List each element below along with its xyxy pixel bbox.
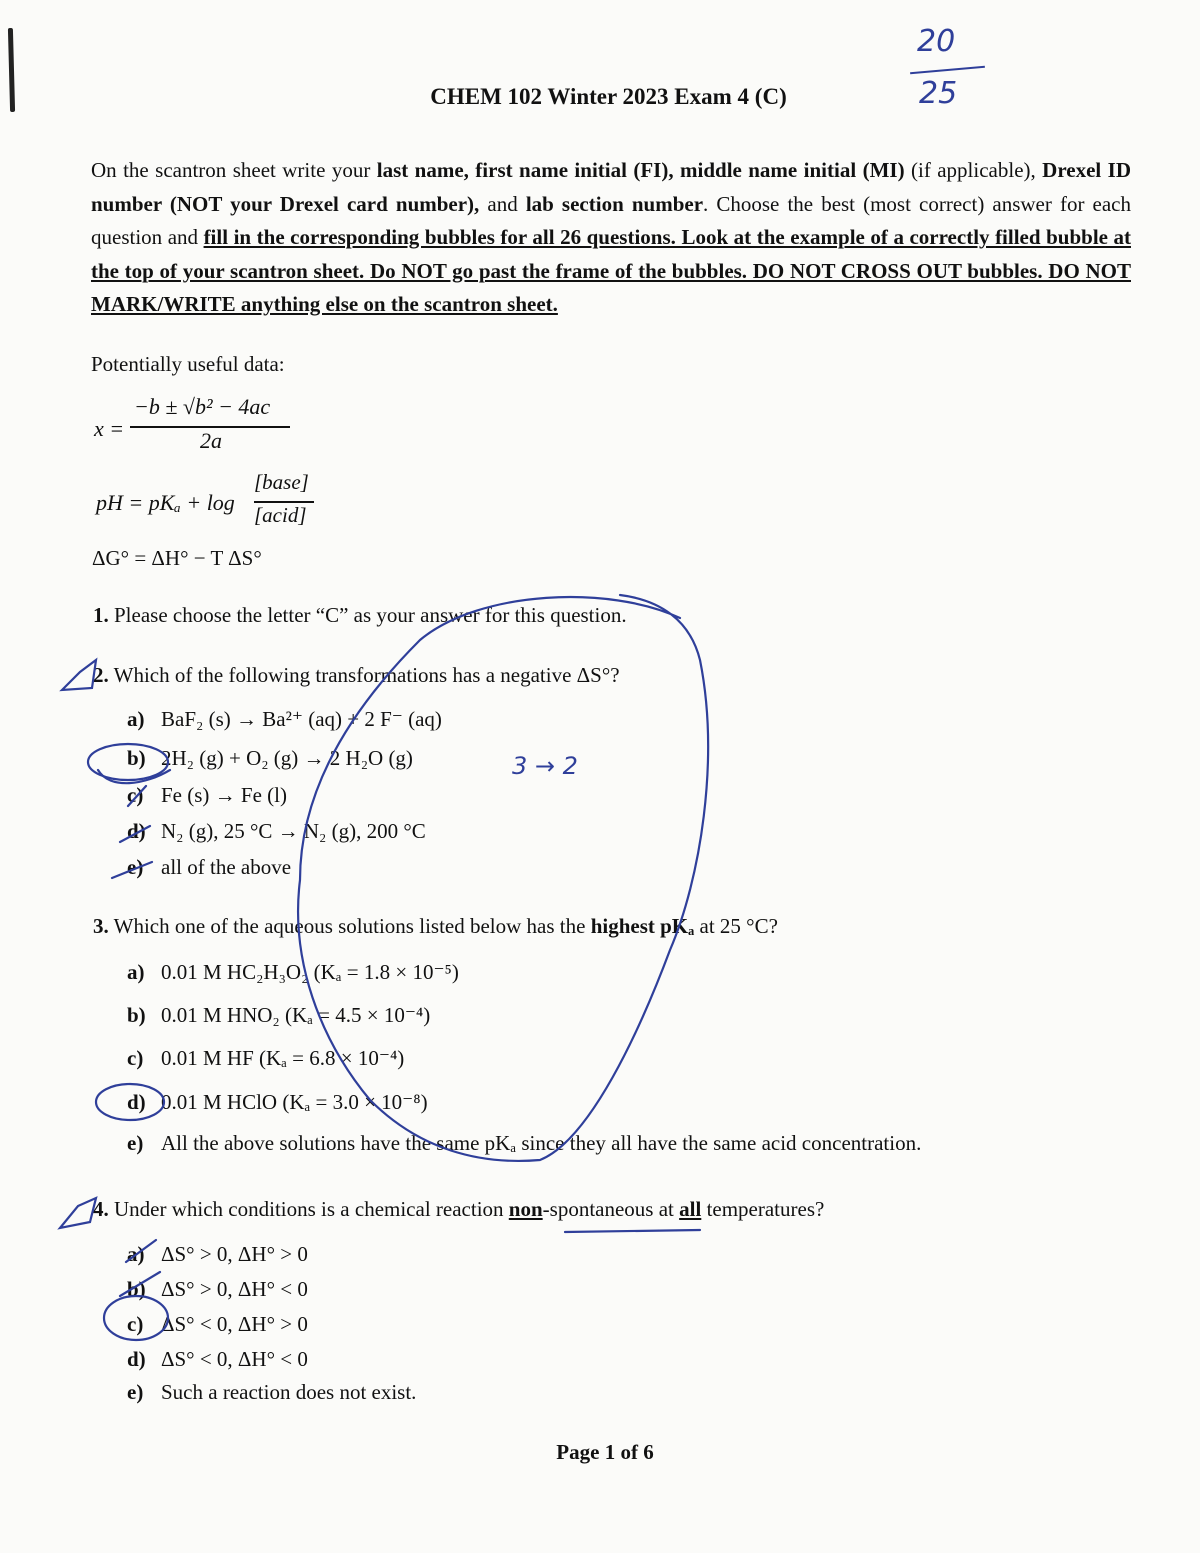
question-text-end: at 25 °C? [694, 914, 778, 938]
option-letter: b) [127, 1277, 146, 1301]
exam-title: CHEM 102 Winter 2023 Exam 4 (C) [430, 84, 787, 109]
option-letter: e) [127, 1380, 144, 1404]
q4-check-mark [60, 1198, 96, 1228]
option-text: ΔS° > 0, ΔH° < 0 [161, 1277, 308, 1301]
option-text: All the above solutions have the same pKₐ since they all have the same acid concentration. [161, 1131, 922, 1155]
score-numerator: 20 [917, 24, 956, 59]
option-letter: d) [127, 819, 146, 843]
q2-check-mark [62, 660, 96, 690]
q4-answer-circle [104, 1296, 168, 1340]
question-number: 4. [93, 1197, 109, 1221]
option-text: all of the above [161, 855, 292, 879]
option-text: ΔS° < 0, ΔH° > 0 [161, 1312, 308, 1336]
option-text: 0.01 M HNO₂ (Kₐ = 4.5 × 10⁻⁴) [161, 1003, 431, 1027]
q2-strike-d [120, 826, 150, 842]
hh-numerator: [base] [254, 470, 309, 494]
useful-data-label: Potentially useful data: [91, 352, 285, 376]
hh-denominator: [acid] [254, 503, 307, 527]
q4-strike-a [126, 1240, 156, 1262]
hh-lhs: pH = pKₐ + log [96, 490, 235, 515]
option-text: Fe (s) → Fe (l) [161, 783, 287, 807]
instr-text-1: On the scantron sheet write your [91, 158, 377, 182]
instr-bold-1: last name, first name initial (FI), middle name initial (MI) [376, 158, 905, 182]
question-text: Please choose the letter “C” as your answer for this question. [114, 603, 627, 627]
option-text: N₂ (g), 25 °C → N₂ (g), 200 °C [161, 819, 426, 843]
option-text: ΔS° > 0, ΔH° > 0 [161, 1242, 308, 1266]
option-text: 0.01 M HClO (Kₐ = 3.0 × 10⁻⁸) [161, 1090, 428, 1114]
margin-note: 3 → 2 [512, 752, 578, 780]
question-text: Which of the following transformations has a negative ΔS°? [113, 663, 620, 687]
option-letter: e) [127, 855, 144, 879]
q3-answer-circle [96, 1084, 164, 1120]
option-letter: c) [127, 1312, 144, 1336]
question-text: Which one of the aqueous solutions listed below has the [113, 914, 591, 938]
quad-lhs: x = [94, 416, 125, 441]
option-letter: a) [127, 707, 145, 731]
instr-bold-3: lab section number [525, 191, 704, 216]
option-letter: a) [127, 1242, 145, 1266]
quad-numerator: −b ± √b² − 4ac [134, 394, 271, 419]
option-letter: b) [127, 1003, 146, 1027]
instr-bold-2: Drexel ID number (NOT your Drexel card number), [91, 158, 1132, 216]
q2-answer-circle [88, 744, 168, 780]
q2-strike-e [112, 862, 152, 878]
option-letter: c) [127, 1046, 144, 1070]
gibbs-equation: ΔG° = ΔH° − T ΔS° [92, 546, 262, 570]
option-text: 0.01 M HC₂H₃O₂ (Kₐ = 1.8 × 10⁻⁵) [161, 960, 459, 984]
option-text: 0.01 M HF (Kₐ = 6.8 × 10⁻⁴) [161, 1046, 405, 1070]
quad-denominator: 2a [200, 428, 222, 453]
option-letter: d) [127, 1347, 146, 1371]
q2-scribble [98, 770, 170, 783]
option-letter: e) [127, 1131, 144, 1155]
question-number: 3. [93, 914, 109, 938]
option-letter: b) [127, 746, 146, 770]
question-text-mid: -spontaneous at [542, 1197, 680, 1221]
option-text: 2H₂ (g) + O₂ (g) → 2 H₂O (g) [161, 746, 413, 770]
option-letter: d) [127, 1090, 146, 1114]
q4-strike-b [120, 1272, 160, 1296]
question-number: 1. [93, 603, 109, 627]
question-emphasis-non: non [508, 1197, 543, 1221]
q2-strike-c [128, 786, 146, 806]
question-text-end: temperatures? [701, 1197, 825, 1221]
instr-underlined: fill in the corresponding bubbles for all 26 questions. Look at the example of a correctly filled bubble at the top of your scantron sheet. Do NOT go past the frame of the bubbles. DO NOT CROSS OUT bubbles. DO NOT MARK/WRITE anything else on the scantron sheet. [91, 225, 1131, 316]
option-text: BaF₂ (s) → Ba²⁺ (aq) + 2 F⁻ (aq) [161, 707, 442, 731]
instr-text-2: (if applicable), [904, 158, 1043, 182]
option-text: ΔS° < 0, ΔH° < 0 [161, 1347, 308, 1371]
question-text: Under which conditions is a chemical reaction [114, 1197, 509, 1221]
question-emphasis: highest pKₐ [590, 914, 695, 938]
page-number: Page 1 of 6 [556, 1440, 654, 1464]
option-text: Such a reaction does not exist. [161, 1380, 417, 1404]
option-letter: a) [127, 960, 145, 984]
q4-underline [565, 1230, 700, 1232]
instr-text-4: . Choose the best (most correct) answer for each question and [91, 191, 1132, 249]
big-loop-stroke [298, 595, 708, 1161]
option-letter: c) [127, 783, 144, 807]
question-number: 2. [93, 663, 109, 687]
score-denominator: 25 [919, 76, 958, 111]
question-emphasis-all: all [679, 1197, 702, 1221]
instr-text-3: and [479, 191, 526, 216]
